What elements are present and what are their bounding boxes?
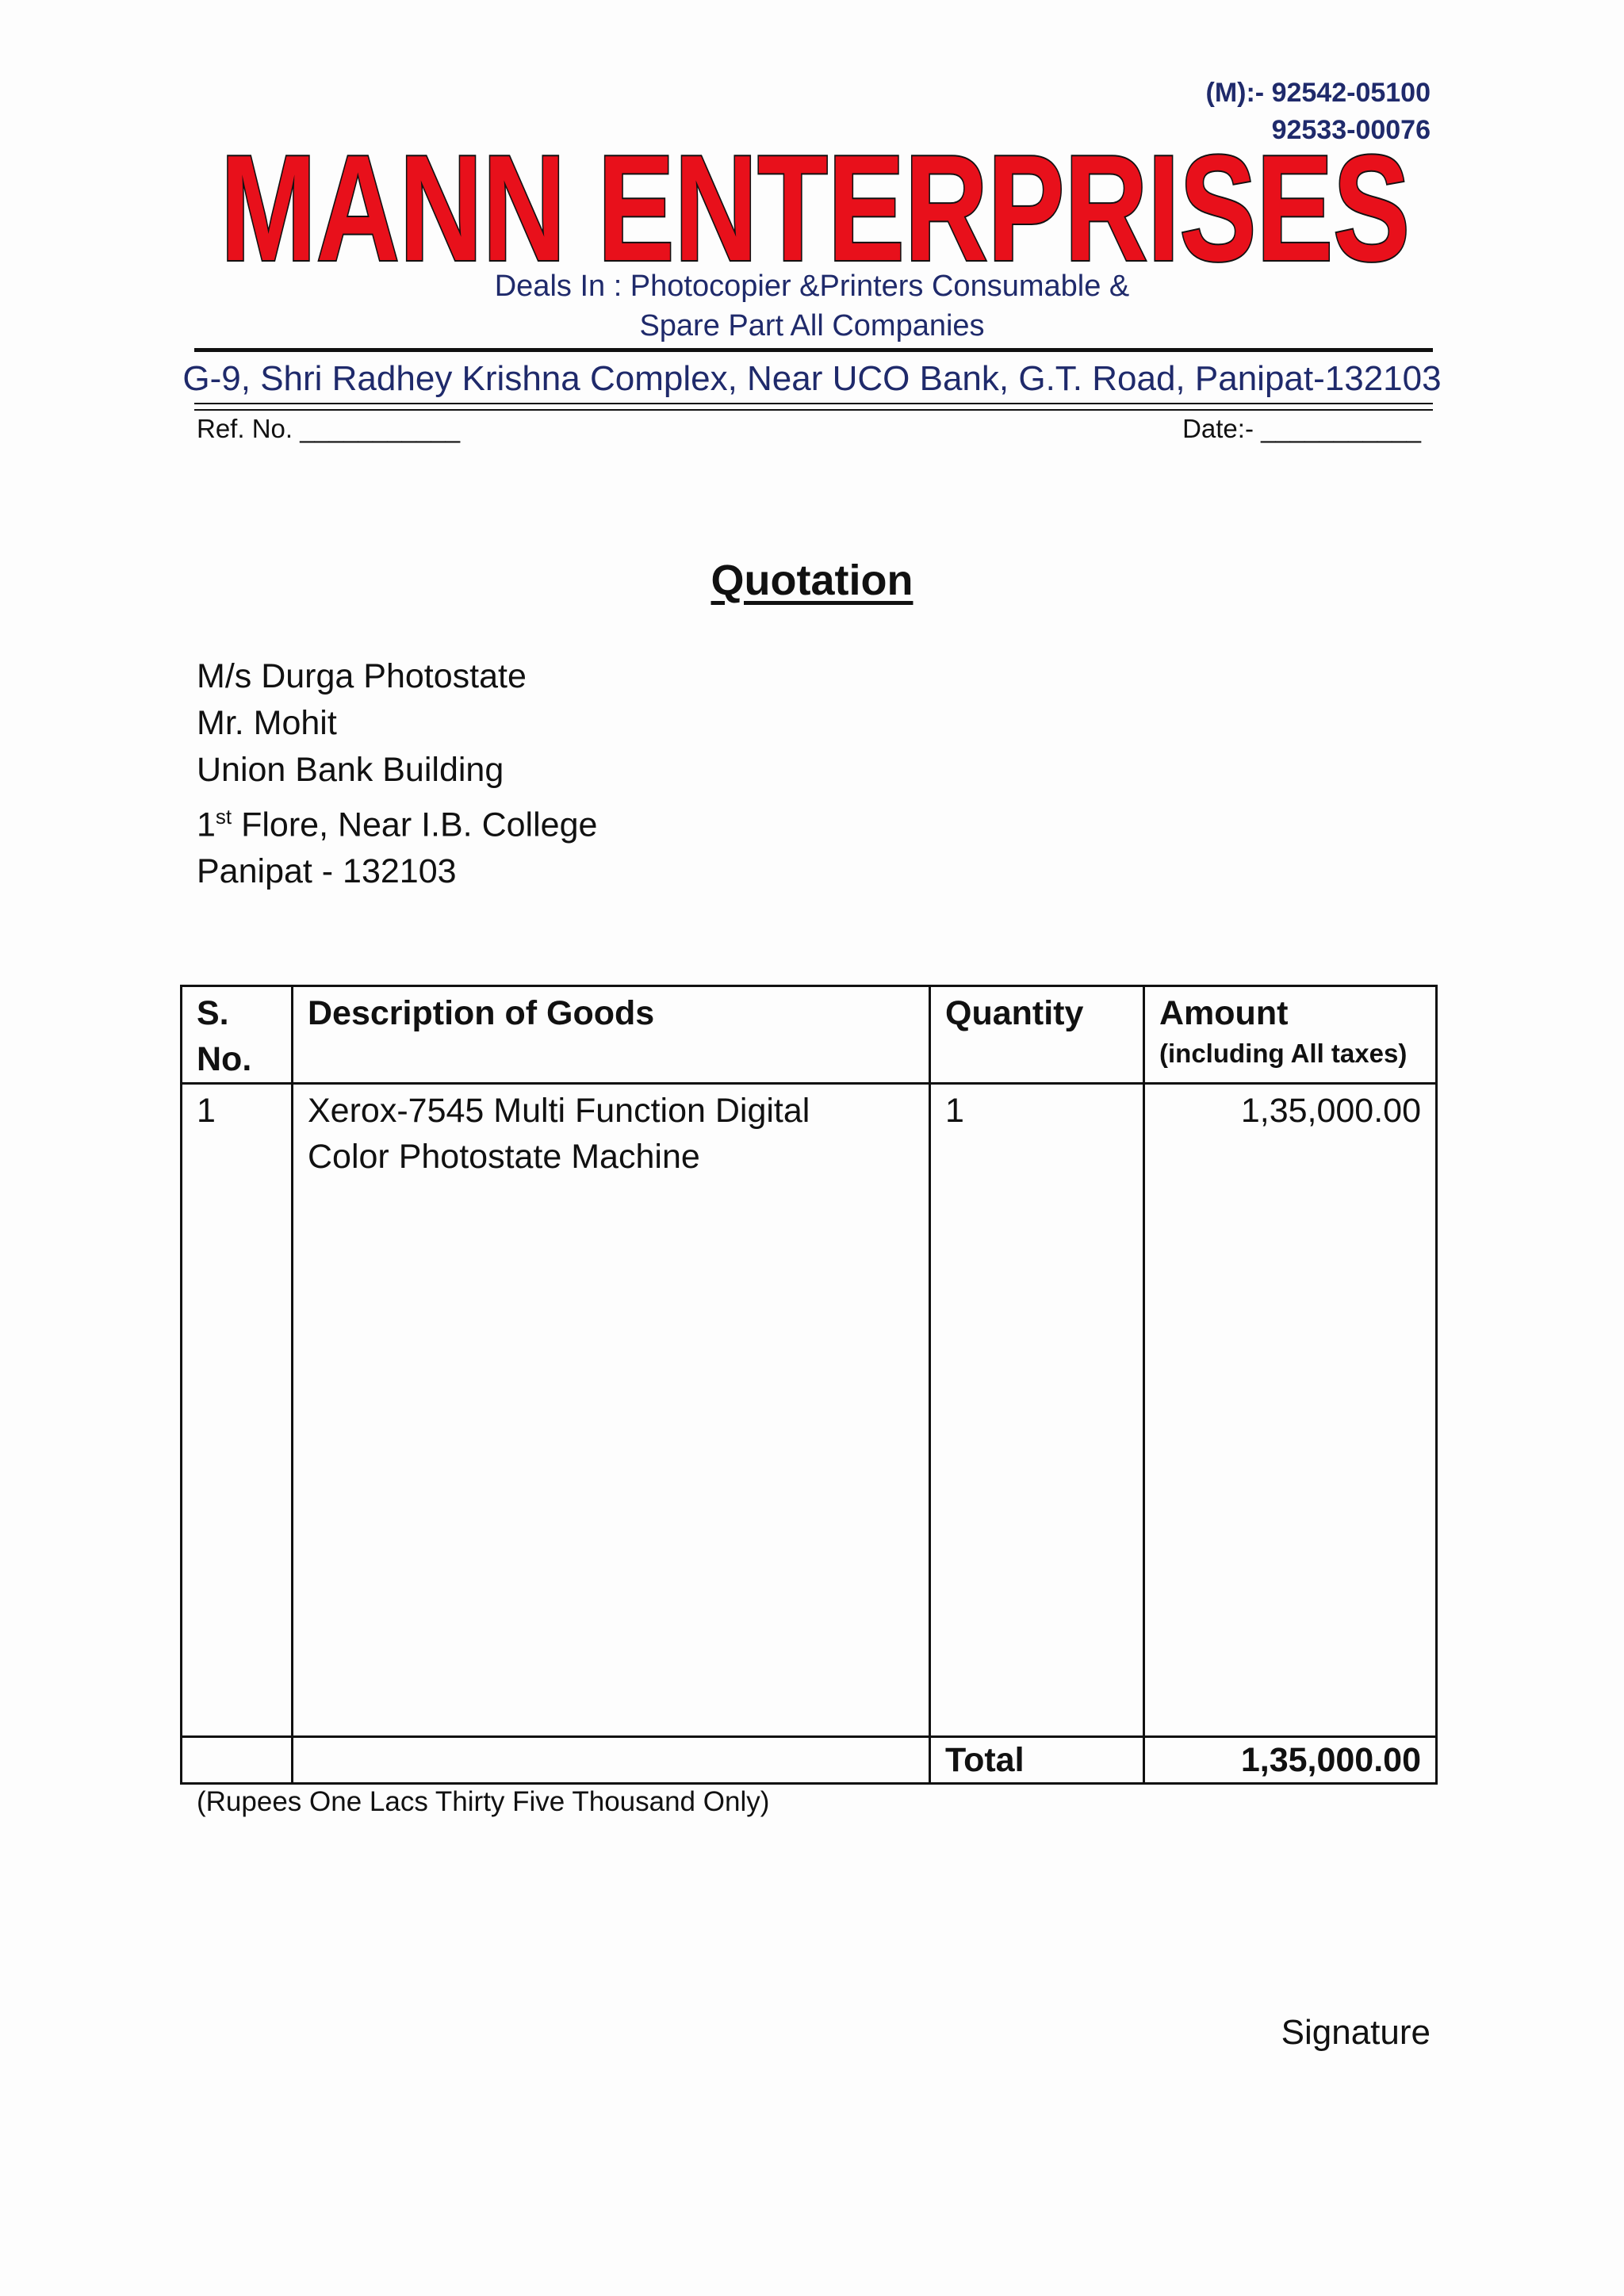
document-title: Quotation bbox=[710, 557, 914, 604]
recipient-block bbox=[197, 653, 597, 895]
recipient-line-1: M/s Durga Photostate bbox=[197, 657, 527, 695]
recipient-line-2: Mr. Mohit bbox=[197, 704, 337, 742]
table-total-row bbox=[182, 1737, 1437, 1784]
total-label: Total bbox=[930, 1737, 1144, 1784]
header-rule-bottom-1 bbox=[194, 403, 1433, 404]
header-rule-bottom-2 bbox=[194, 409, 1433, 411]
total-empty-sno bbox=[182, 1737, 293, 1784]
table-header-row bbox=[182, 986, 1437, 1084]
phone-number-2: 92533-00076 bbox=[1271, 115, 1431, 145]
cell-quantity: 1 bbox=[930, 1084, 1144, 1737]
recipient-line-3: Union Bank Building bbox=[197, 751, 504, 789]
table-row bbox=[182, 1084, 1437, 1737]
goods-table bbox=[180, 985, 1438, 1785]
header-sno bbox=[182, 986, 293, 1084]
company-address: G-9, Shri Radhey Krishna Complex, Near UCO Bank, G.T. Road, Panipat-132103 bbox=[182, 359, 1442, 398]
deals-line-2: Spare Part All Companies bbox=[639, 309, 985, 342]
header-amount bbox=[1144, 986, 1437, 1084]
date-field: Date:- ___________ bbox=[1182, 414, 1421, 443]
recipient-line-4-number: 1 bbox=[197, 806, 216, 844]
company-name-text: MANN ENTERPRISES bbox=[220, 135, 1410, 277]
phone-number-1: (M):- 92542-05100 bbox=[1205, 78, 1431, 108]
recipient-line-4-ordinal: st bbox=[215, 805, 232, 828]
company-name-logo bbox=[213, 135, 1418, 277]
cell-amount: 1,35,000.00 bbox=[1144, 1084, 1437, 1737]
recipient-line-4-text: Flore, Near I.B. College bbox=[232, 806, 598, 844]
recipient-line-4 bbox=[197, 794, 597, 848]
ref-number: Ref. No. ___________ bbox=[197, 414, 461, 443]
header-amount-label: Amount bbox=[1159, 994, 1289, 1032]
signature-label: Signature bbox=[1281, 2013, 1431, 2052]
total-empty-description bbox=[293, 1737, 930, 1784]
cell-description-line-2: Color Photostate Machine bbox=[308, 1138, 700, 1176]
header-rule-top bbox=[194, 348, 1433, 352]
header-quantity: Quantity bbox=[930, 986, 1144, 1084]
total-amount: 1,35,000.00 bbox=[1144, 1737, 1437, 1784]
header-description: Description of Goods bbox=[293, 986, 930, 1084]
cell-sno: 1 bbox=[182, 1084, 293, 1737]
deals-line-1: Deals In : Photocopier &Printers Consumable & bbox=[494, 270, 1130, 303]
header-amount-note: (including All taxes) bbox=[1159, 1039, 1408, 1068]
recipient-line-5: Panipat - 132103 bbox=[197, 852, 457, 891]
header-sno-line-2: No. bbox=[197, 1040, 252, 1078]
amount-in-words: (Rupees One Lacs Thirty Five Thousand Only) bbox=[197, 1786, 770, 1817]
cell-description-line-1: Xerox-7545 Multi Function Digital bbox=[308, 1092, 810, 1130]
cell-description bbox=[293, 1084, 930, 1737]
header-sno-line-1: S. bbox=[197, 994, 229, 1032]
